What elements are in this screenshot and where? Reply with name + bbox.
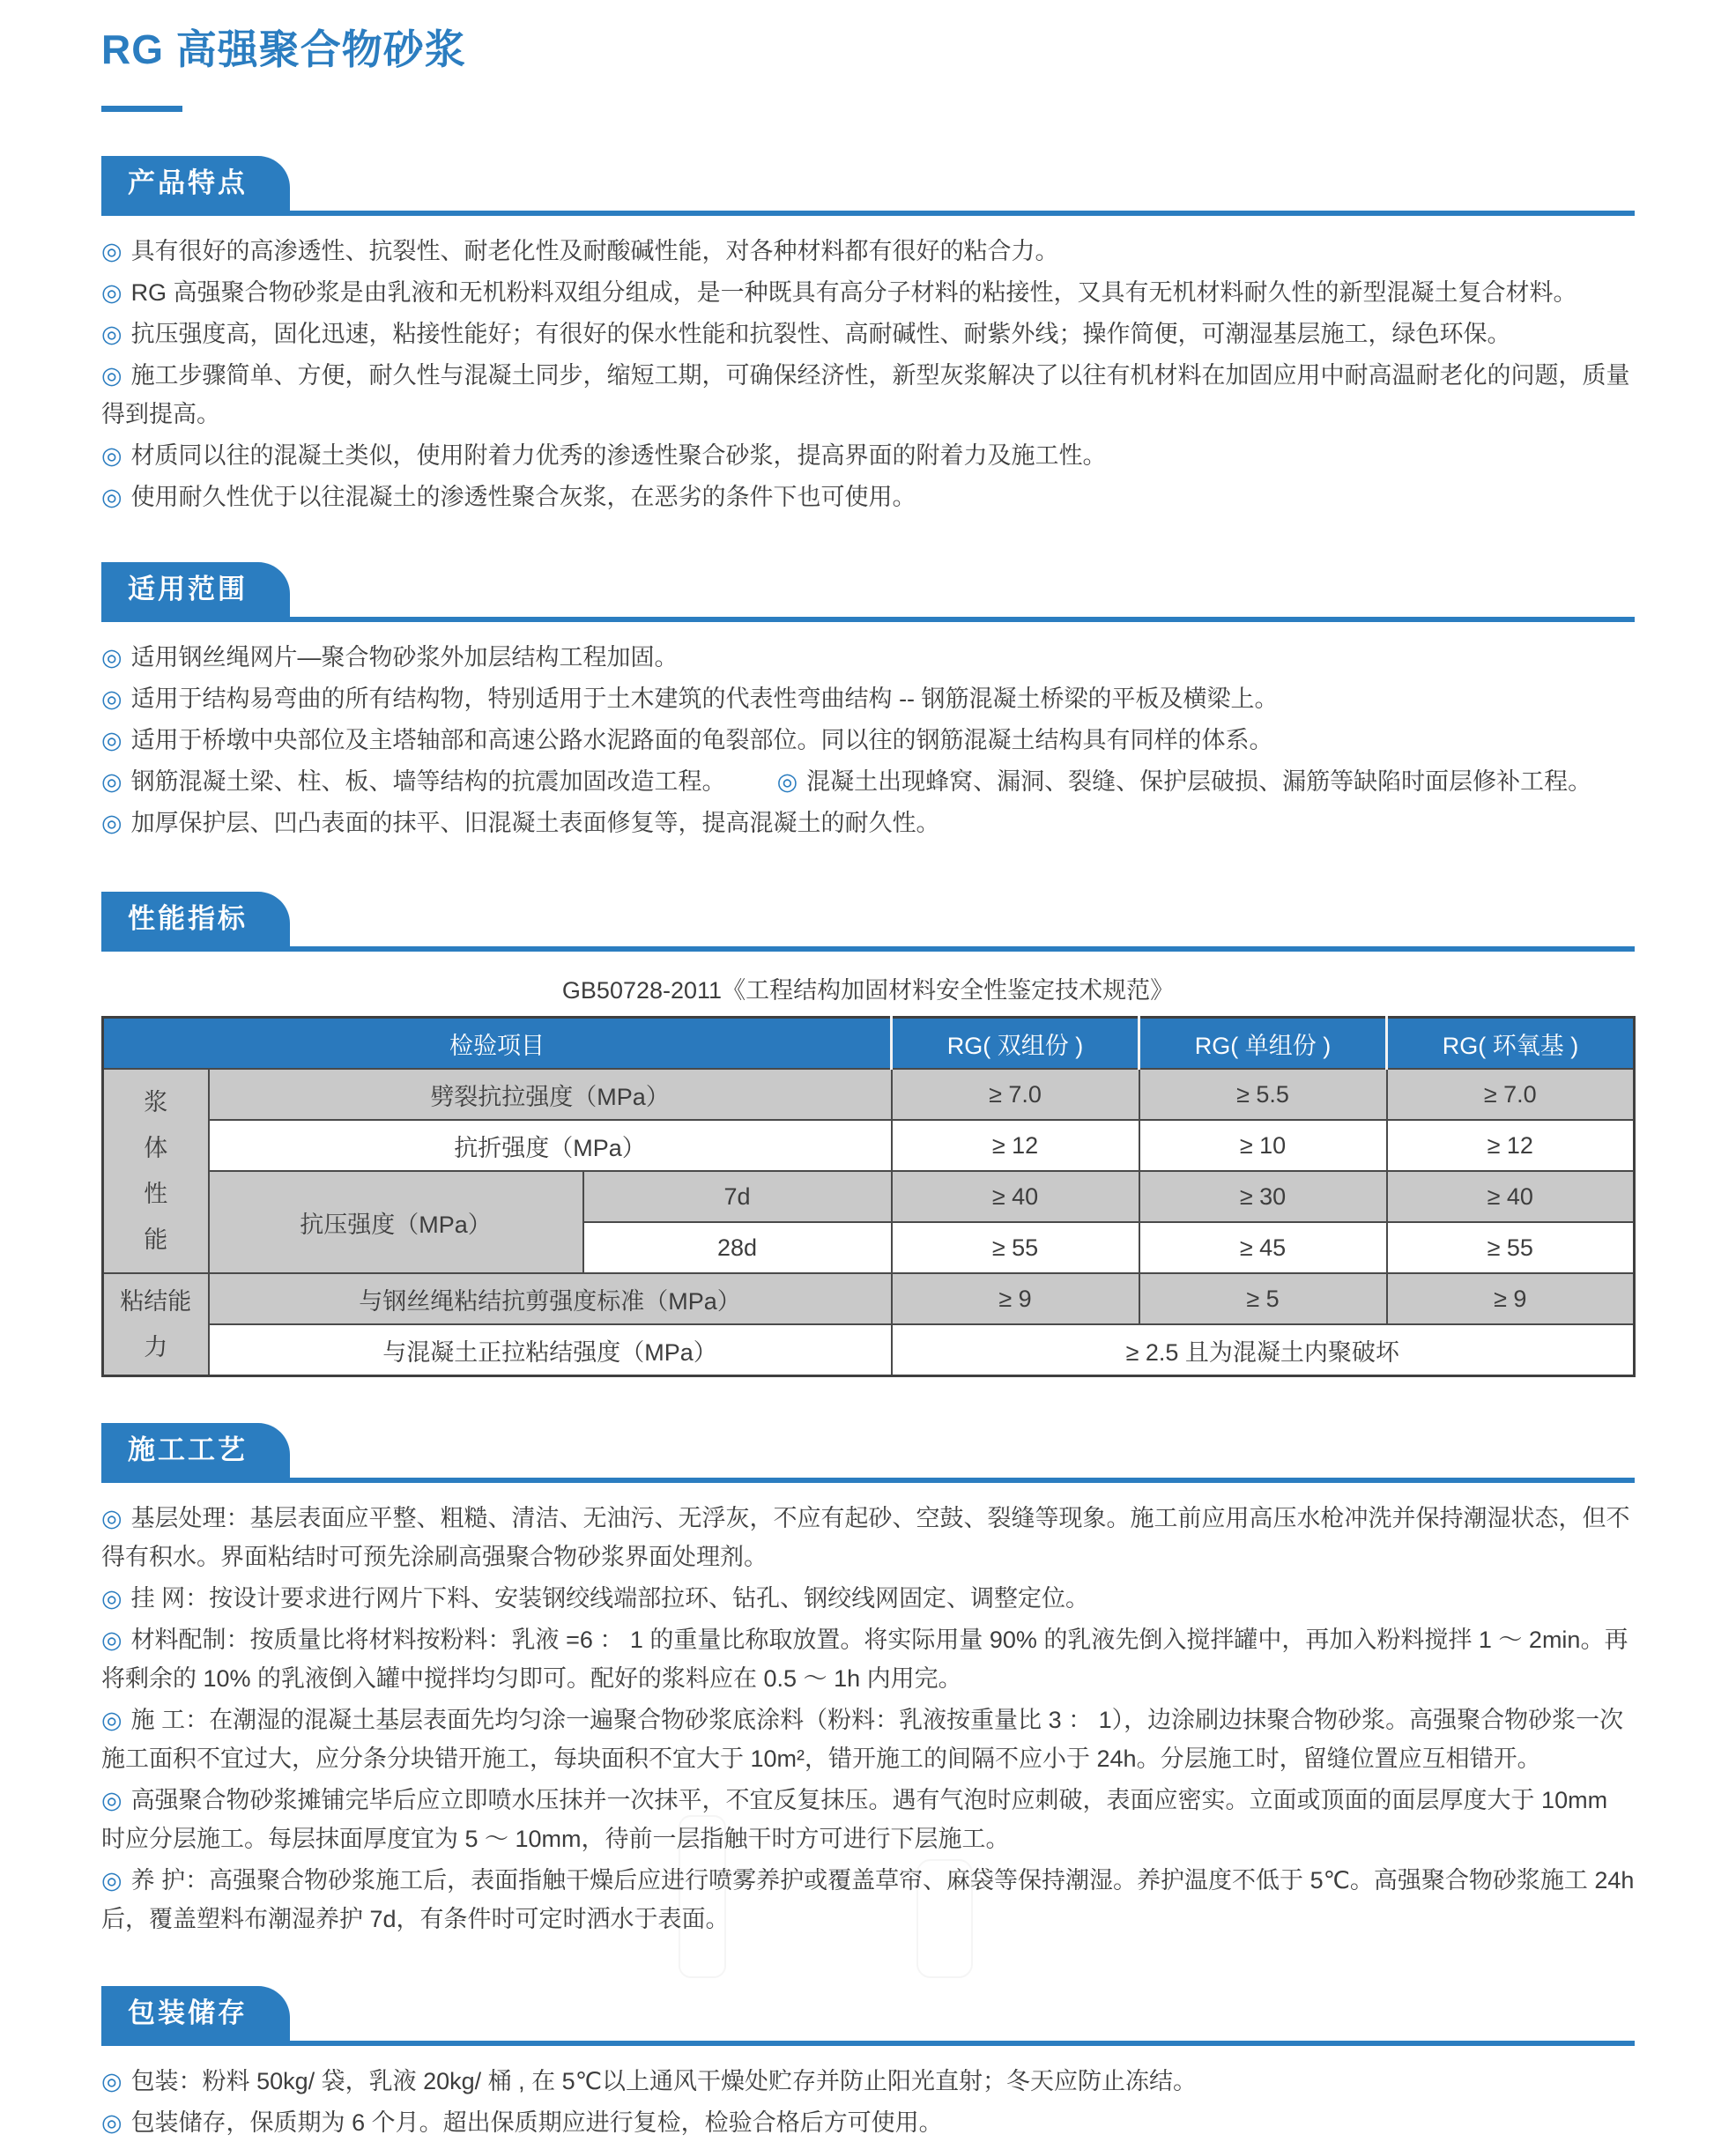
table-caption: GB50728-2011《工程结构加固材料安全性鉴定技术规范》 (561, 977, 1175, 1004)
bullet-item (101, 804, 1635, 842)
item-cell: 与钢丝绳粘结抗剪强度标准（MPa） (209, 1273, 892, 1324)
bullet-text: 具有很好的高渗透性、抗裂性、耐老化性及耐酸碱性能，对各种材料都有很好的粘合力。 (130, 238, 1059, 264)
bullet-marker: ◎ (776, 768, 798, 795)
bullet-text: 钢筋混凝土梁、柱、板、墙等结构的抗震加固改造工程。 (130, 768, 726, 795)
bullet-text: 加厚保护层、凹凸表面的抹平、旧混凝土表面修复等，提高混凝土的耐久性。 (130, 810, 940, 836)
features-bullet-list (101, 232, 1635, 516)
value-cell: ≥ 5.5 (1139, 1069, 1387, 1120)
bullet-marker: ◎ (101, 2068, 122, 2094)
table-row (103, 1069, 1635, 1120)
bullet-item (101, 1701, 1635, 1778)
bullet-item (101, 478, 1635, 516)
performance-table (101, 1016, 1636, 1377)
bullet-item (101, 1620, 1635, 1698)
group-label-line: 浆 (144, 1089, 168, 1115)
group-label-line: 粘结能 (120, 1288, 192, 1315)
group-cell-bonding-capacity (103, 1273, 209, 1376)
section-header-packaging (101, 1986, 1635, 2046)
table-row (103, 1120, 1635, 1171)
sub-cell-28d: 28d (583, 1222, 892, 1273)
section-header-scope (101, 562, 1635, 622)
bullet-item (101, 1499, 1635, 1576)
bullet-marker: ◎ (101, 1627, 122, 1653)
bullet-marker: ◎ (101, 2109, 122, 2136)
section-badge-features: 产品特点 (101, 156, 290, 211)
section-header-features (101, 156, 1635, 216)
bullet-marker: ◎ (101, 810, 122, 836)
bullet-item (101, 1579, 1635, 1618)
value-cell: ≥ 12 (892, 1120, 1139, 1171)
value-cell: ≥ 45 (1139, 1222, 1387, 1273)
section-badge-packaging: 包装储存 (101, 1986, 290, 2041)
bullet-item (101, 232, 1635, 271)
value-cell: ≥ 55 (892, 1222, 1139, 1273)
bullet-text: 基层处理：基层表面应平整、粗糙、清洁、无油污、无浮灰，不应有起砂、空鼓、裂缝等现象。施工前应用高压水枪冲洗并保持潮湿状态，但不得有积水。界面粘结时可预先涂刷高强聚合物砂浆界面处理剂。 (101, 1505, 1630, 1570)
value-cell: ≥ 12 (1387, 1120, 1635, 1171)
bullet-marker: ◎ (101, 279, 122, 306)
bullet-marker: ◎ (101, 686, 122, 712)
value-cell: ≥ 30 (1139, 1171, 1387, 1222)
bullet-marker: ◎ (101, 1707, 122, 1733)
bullet-text: 混凝土出现蜂窝、漏洞、裂缝、保护层破损、漏筋等缺陷时面层修补工程。 (806, 768, 1592, 795)
document-page (0, 18, 1736, 2142)
section-header-process (101, 1423, 1635, 1483)
bullet-text: 材质同以往的混凝土类似，使用附着力优秀的渗透性聚合砂浆，提高界面的附着力及施工性。 (130, 442, 1107, 469)
bullet-marker: ◎ (101, 321, 122, 347)
table-row (103, 1171, 1635, 1222)
bullet-marker: ◎ (101, 644, 122, 671)
group-label-line: 性 (144, 1181, 168, 1207)
title-underline (101, 106, 182, 112)
item-cell-compressive: 抗压强度（MPa） (209, 1171, 583, 1273)
bullet-marker: ◎ (101, 442, 122, 469)
bullet-text: 材料配制：按质量比将材料按粉料：乳液 =6 ： 1 的重量比称取放置。将实际用量 90% 的乳液先倒入搅拌罐中，再加入粉料搅拌 1 ～ 2min。再将剩余的 10% 的乳液倒入罐中搅拌均匀即可。配好的浆料应在 0.5 ～ 1h 内用完。 (101, 1627, 1628, 1692)
bullet-text: 高强聚合物砂浆摊铺完毕后应立即喷水压抹并一次抹平，不宜反复抹压。遇有气泡时应刺破，表面应密实。立面或顶面的面层厚度大于 10mm 时应分层施工。每层抹面厚度宜为 5 ～ 10mm，待前一层指触干时方可进行下层施工。 (101, 1787, 1608, 1852)
bullet-item (101, 356, 1635, 434)
bullet-text: 施 工：在潮湿的混凝土基层表面先均匀涂一遍聚合物砂浆底涂料（粉料：乳液按重量比 3 ： 1），边涂刷边抹聚合物砂浆。高强聚合物砂浆一次施工面积不宜过大，应分条分块错开施工，每块面积不宜大于 10m²，错开施工的间隔不应小于 24h。分层施工时，留缝位置应互相错开。 (101, 1707, 1624, 1772)
bullet-text: 使用耐久性优于以往混凝土的渗透性聚合灰浆，在恶劣的条件下也可使用。 (130, 484, 916, 510)
bullet-item (101, 1861, 1635, 1938)
bullet-text: 养 护：高强聚合物砂浆施工后，表面指触干燥后应进行喷雾养护或覆盖草帘、麻袋等保持潮湿。养护温度不低于 5℃。高强聚合物砂浆施工 24h 后，覆盖塑料布潮湿养护 7d，有条件时可定时洒水于表面。 (101, 1867, 1635, 1932)
bullet-text: 包装储存，保质期为 6 个月。超出保质期应进行复检，检验合格后方可使用。 (130, 2109, 943, 2136)
value-cell: ≥ 10 (1139, 1120, 1387, 1171)
value-cell: ≥ 5 (1139, 1273, 1387, 1324)
page-title: RG 高强聚合物砂浆 (101, 26, 466, 72)
value-cell: ≥ 40 (892, 1171, 1139, 1222)
bullet-text: 施工步骤简单、方便，耐久性与混凝土同步，缩短工期，可确保经济性，新型灰浆解决了以往有机材料在加固应用中耐高温耐老化的问题，质量得到提高。 (101, 362, 1630, 427)
bullet-marker: ◎ (101, 484, 122, 510)
group-label-line: 能 (144, 1227, 168, 1253)
bullet-marker: ◎ (101, 1505, 122, 1531)
bullet-item (101, 315, 1635, 353)
bullet-item (101, 436, 1635, 475)
item-cell: 抗折强度（MPa） (209, 1120, 892, 1171)
bullet-text: 抗压强度高，固化迅速，粘接性能好；有很好的保水性能和抗裂性、高耐碱性、耐紫外线；操作简便，可潮湿基层施工，绿色环保。 (130, 321, 1511, 347)
bullet-text: 包装：粉料 50kg/ 袋，乳液 20kg/ 桶 , 在 5℃以上通风干燥处贮存并防止阳光直射；冬天应防止冻结。 (130, 2068, 1198, 2094)
bullet-text: 适用于桥墩中央部位及主塔轴部和高速公路水泥路面的龟裂部位。同以往的钢筋混凝土结构具有同样的体系。 (130, 727, 1273, 753)
section-header-performance (101, 892, 1635, 952)
item-cell: 劈裂抗拉强度（MPa） (209, 1069, 892, 1120)
packaging-bullet-list (101, 2062, 1635, 2142)
value-cell: ≥ 9 (892, 1273, 1139, 1324)
bullet-marker: ◎ (101, 1585, 122, 1612)
value-cell: ≥ 7.0 (1387, 1069, 1635, 1120)
process-bullet-list (101, 1499, 1635, 1938)
bullet-text: 挂 网：按设计要求进行网片下料、安装钢绞线端部拉环、钻孔、钢绞线网固定、调整定位。 (130, 1585, 1090, 1612)
bullet-item (101, 721, 1635, 760)
group-label-line: 体 (144, 1135, 168, 1161)
section-badge-process: 施工工艺 (101, 1423, 290, 1478)
header-cell-item: 检验项目 (103, 1018, 892, 1070)
bullet-item (101, 679, 1635, 718)
bullet-marker: ◎ (101, 362, 122, 389)
scope-bullet-list (101, 638, 1635, 842)
bullet-item-dual (101, 762, 1635, 801)
value-cell: ≥ 40 (1387, 1171, 1635, 1222)
bullet-text: RG 高强聚合物砂浆是由乳液和无机粉料双组分组成，是一种既具有高分子材料的粘接性，又具有无机材料耐久性的新型混凝土复合材料。 (130, 279, 1577, 306)
item-cell: 与混凝土正拉粘结强度（MPa） (209, 1324, 892, 1376)
table-header-row (103, 1018, 1635, 1070)
bullet-marker: ◎ (101, 1867, 122, 1894)
group-label-line: 力 (144, 1334, 168, 1360)
sub-cell-7d: 7d (583, 1171, 892, 1222)
bullet-item (101, 273, 1635, 312)
bullet-item (101, 2062, 1635, 2101)
section-badge-scope: 适用范围 (101, 562, 290, 617)
value-cell: ≥ 7.0 (892, 1069, 1139, 1120)
header-cell-rg-epoxy: RG( 环氧基 ) (1387, 1018, 1635, 1070)
section-badge-performance: 性能指标 (101, 892, 290, 946)
header-cell-rg-double: RG( 双组份 ) (892, 1018, 1139, 1070)
bullet-item (101, 2103, 1635, 2142)
bullet-marker: ◎ (101, 727, 122, 753)
value-cell: ≥ 55 (1387, 1222, 1635, 1273)
bullet-item (101, 638, 1635, 677)
bullet-text: 适用于结构易弯曲的所有结构物，特别适用于土木建筑的代表性弯曲结构 -- 钢筋混凝土桥梁的平板及横梁上。 (130, 686, 1279, 712)
group-cell-slurry-performance (103, 1069, 209, 1273)
bullet-marker: ◎ (101, 1787, 122, 1813)
merged-value-cell: ≥ 2.5 且为混凝土内聚破坏 (892, 1324, 1635, 1376)
bullet-marker: ◎ (101, 768, 122, 795)
header-cell-rg-single: RG( 单组份 ) (1139, 1018, 1387, 1070)
table-row (103, 1273, 1635, 1324)
bullet-item (101, 1781, 1635, 1858)
bullet-marker: ◎ (101, 238, 122, 264)
table-row (103, 1324, 1635, 1376)
bullet-text: 适用钢丝绳网片—聚合物砂浆外加层结构工程加固。 (130, 644, 679, 671)
value-cell: ≥ 9 (1387, 1273, 1635, 1324)
